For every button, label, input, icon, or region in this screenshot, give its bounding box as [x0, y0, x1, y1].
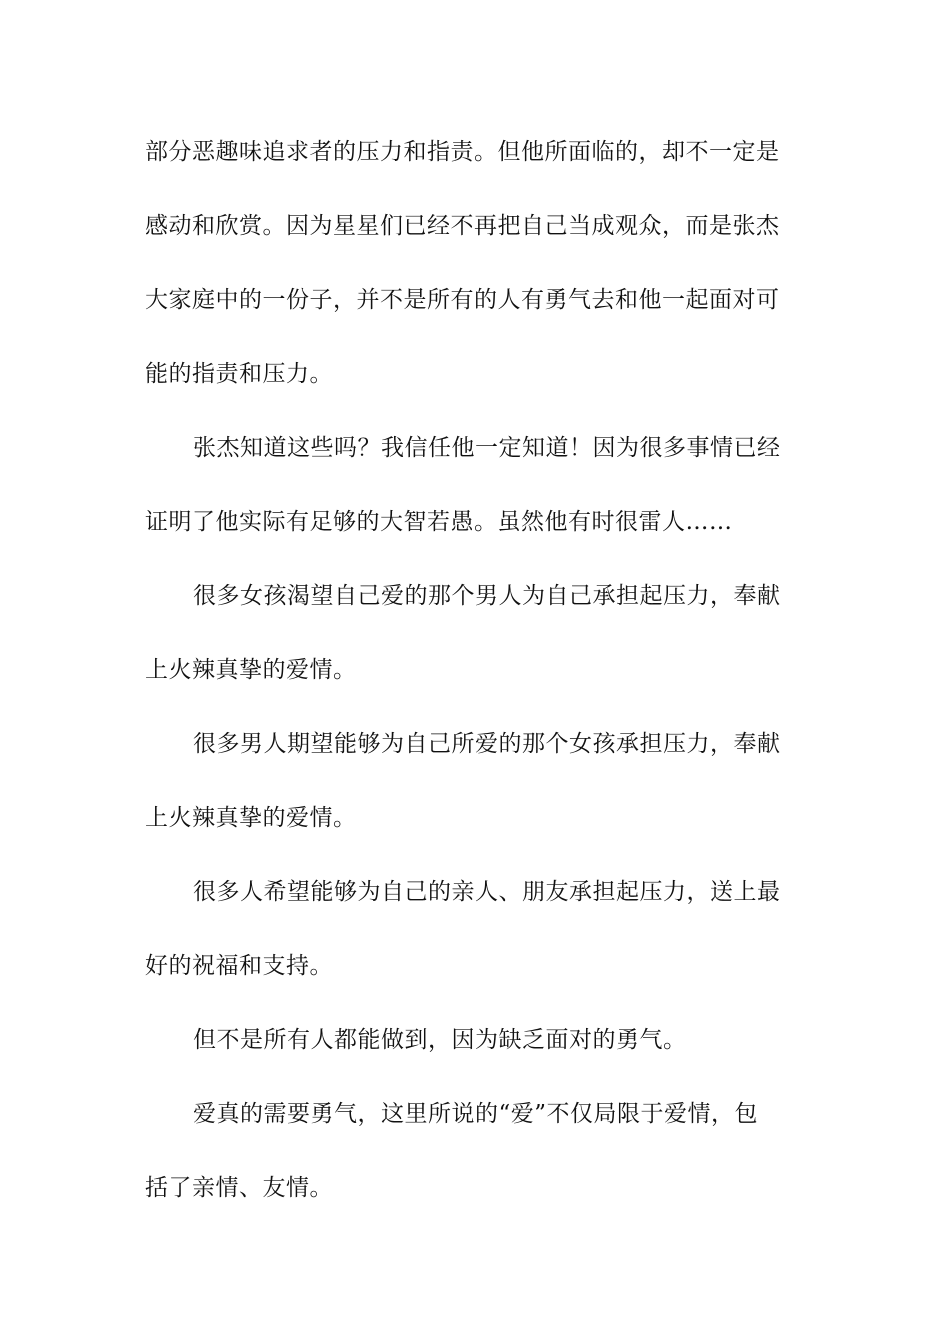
- text-line: 感动和欣赏。因为星星们已经不再把自己当成观众，而是张杰: [145, 213, 780, 239]
- document-body: [145, 122, 811, 1232]
- paragraph-first-line: 很多女孩渴望自己爱的那个男人为自己承担起压力，奉献: [193, 583, 781, 609]
- text-line: 大家庭中的一份子，并不是所有的人有勇气去和他一起面对可: [145, 287, 780, 313]
- text-line: 能的指责和压力。: [145, 361, 333, 387]
- text-line: 括了亲情、友情。: [145, 1175, 333, 1201]
- paragraph-first-line: 张杰知道这些吗？我信任他一定知道！因为很多事情已经: [193, 435, 781, 461]
- paragraph-first-line: 很多人希望能够为自己的亲人、朋友承担起压力，送上最: [193, 879, 781, 905]
- text-line: 上火辣真挚的爱情。: [145, 805, 357, 831]
- text-line: 部分恶趣味追求者的压力和指责。但他所面临的，却不一定是: [145, 139, 780, 165]
- paragraph-first-line: 但不是所有人都能做到，因为缺乏面对的勇气。: [193, 1027, 687, 1053]
- paragraph-first-line: 爱真的需要勇气，这里所说的“爱”不仅局限于爱情，包: [193, 1101, 759, 1127]
- text-line: 证明了他实际有足够的大智若愚。虽然他有时很雷人……: [145, 509, 733, 535]
- text-line: 好的祝福和支持。: [145, 953, 333, 979]
- text-line: 上火辣真挚的爱情。: [145, 657, 357, 683]
- paragraph-first-line: 很多男人期望能够为自己所爱的那个女孩承担压力，奉献: [193, 731, 781, 757]
